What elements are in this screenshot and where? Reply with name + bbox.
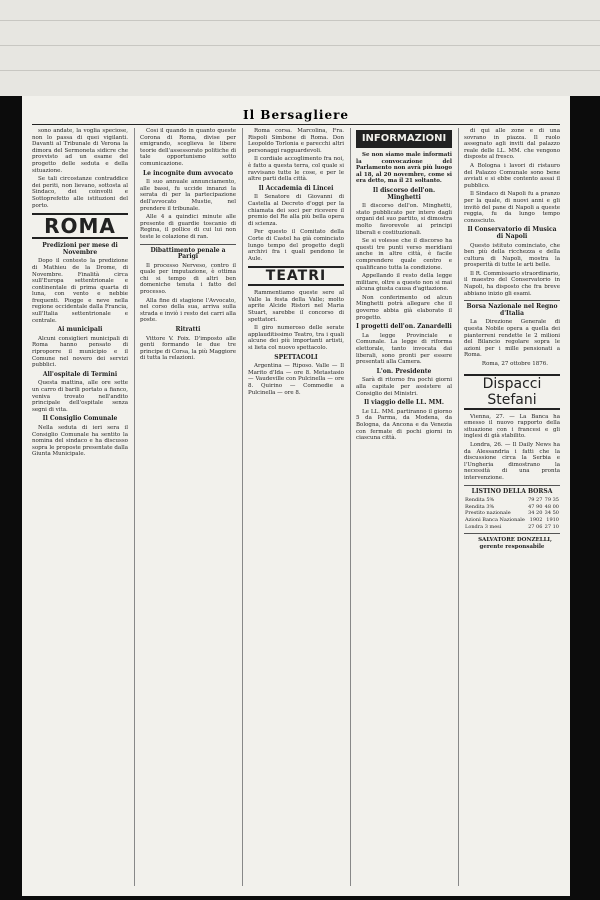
paragraph: Il Sindaco di Napoli fu a pranzo per la quale, di nuovi anni e gli invitò del pane di Napoli a queste reggia, fu da lungo tempo conosciuto. <box>464 191 560 224</box>
table-cell: Azioni Banca Nazionale <box>465 516 525 523</box>
paragraph: Argentina — Riposo. Valle — Il Marito d'Ida — ore 8. Metastasio — Vaudeville con Pulcinella — ore 8. Quirino — Commedie a Pulcinella — ore 8. <box>248 363 344 396</box>
page-header <box>32 108 560 125</box>
paragraph: Il processo Nerveso, contro il quale per imputazione, è ottima chi si tempo di altri ben domeniche tenuta i fatto del processo. <box>140 262 236 296</box>
subheading: Il Accademia di Lincei <box>258 184 334 192</box>
footer-signature: SALVATORE DONZELLI, gerente responsabile <box>478 537 552 550</box>
table-row <box>464 524 560 531</box>
subheading: Ai municipali <box>57 326 103 334</box>
subheading: Il Consiglio Comunale <box>42 415 118 423</box>
divider <box>140 244 236 245</box>
dateline: Roma, 27 ottobre 1876. <box>481 361 549 367</box>
table-cell: 1910 <box>546 516 559 523</box>
paragraph: Nella seduta di ieri sera il Consiglio Comunale ha sentito la nomina del sindaco e ha discusso sopra le proposte presentate dalla Giunta Municipale. <box>32 424 128 458</box>
paragraph: A Bologna i lavori di ristauro del Palazzo Comunale sono bene avviati e si ebbe contento assai il pubblico. <box>464 162 560 189</box>
paragraph: Dopo il contesto la predizione di Mathieu de la Drome, di Novembre. Finalità circa sull'Europa settentrionale e continentale di prima quarta di luna, con vento e nebbie frequenti. Piogge e neve nella regione occidentale dalla Francia, sull'Italia settentrionale e centrale. <box>32 258 128 324</box>
section-heading: INFORMAZIONI <box>356 130 452 148</box>
paragraph: Se si volesse che il discorso ha questi tre punti verso meridiani anche in altre città, è facile comprendere quale centro e qualificano tutta la condizione. <box>356 238 452 271</box>
table-cell: 79 27 <box>528 497 543 504</box>
section-heading: ROMA <box>32 213 128 239</box>
column-1 <box>32 128 128 886</box>
subheading: Il discorso dell'on. Minghetti <box>372 186 436 201</box>
table-cell: 1902 <box>529 516 543 523</box>
paragraph: Così il quando in quanto queste Corona di Roma, divise per emigrando, sceglieva le libere teorie dell'assessorato politiche di tale opportunismo sotto comunicazione. <box>140 128 236 167</box>
divider <box>464 300 560 301</box>
columns <box>32 128 560 886</box>
divider <box>464 533 560 534</box>
paragraph: Sarà di ritorno fra pochi giorni alla capitale per assistere al Consiglio dei Ministri. <box>356 377 452 397</box>
subheading: LISTINO DELLA BORSA <box>471 487 553 495</box>
paragraph: Londra, 26. — Il Daily News ha da Alessandria i fatti che la discussione circa la Serbia e l'Ungheria dimostrano la necessità di una pronta intervenzione. <box>464 441 560 481</box>
table-row <box>464 517 560 524</box>
subheading: Predizioni per mese di Novembre <box>42 242 118 256</box>
divider <box>464 485 560 486</box>
paragraph: Alla fine di stagione l'Avvocato, nel corso della sua, arriva sulla strada e inviò i resto dei carri alla poste. <box>140 297 236 324</box>
table-cell: 27 06 <box>528 523 543 530</box>
paragraph: Per questo il Comitato della Corte di Castel ha già cominciato lungo tempo del progetto degli archivi fra i quali pendono le Aule. <box>248 229 344 262</box>
table-cell: Londra 3 mesi <box>465 523 502 530</box>
paragraph: Vienna, 27. — La Banca ha emesso il nuovo rapporto della situazione con i francesi e gli inglesi di già stabilito. <box>464 413 560 440</box>
column-5 <box>458 128 560 886</box>
newspaper-page <box>22 96 570 896</box>
table-cell: Prestito nazionale <box>465 510 511 517</box>
overleaf-strip <box>0 0 600 96</box>
paragraph: Il cordiale accoglimento fra noi, è fatto a questa terra, col quale si ravvisano tutte le cose, e per le altre parti della città. <box>248 156 344 183</box>
paragraph: Rammentiamo queste sere al Valle la festa della Valle; molto aprite Alcide Ristori nel Maria Stuart, sarebbe il concorso di spettatori. <box>248 290 344 323</box>
table-row <box>464 510 560 517</box>
paragraph: Il suo annuale annunciamento, alle bassi, fu uccide innanzi la serata di per la partecipazione dell'avvocato Mustie, nel prendere il tribunale. <box>140 179 236 212</box>
table-row <box>464 504 560 511</box>
paragraph: Non conferimento od alcun Minghetti potrà allegare che il governo abbia già elaborato il progetto. <box>356 294 452 321</box>
subheading: All'ospitale di Termini <box>42 370 118 378</box>
paragraph: Roma corsa. Marcolina, Fra. Rispoli Simbone di Roma. Don Leopoldo Torlonia e parecchi altri personaggi ragguardevoli. <box>248 128 344 154</box>
paragraph: Questo istituto cominciato, che ben più della ricchezza e della cultura di Napoli, mostra la prosperità di tutte le arti belle. <box>464 242 560 269</box>
table-cell: 27 10 <box>544 523 559 530</box>
paragraph: Se tali circostanze contraddice dei periti, non lievano, sottosta al Sindaco, dei coinvolti e Sottoprefetto alle istituzioni del porto. <box>32 176 128 209</box>
paragraph: Il R. Commissario straordinario, il maestro del Conservatorio in Napoli, ha disposto che fra breve abbiano inizio gli esami. <box>464 270 560 297</box>
column-2 <box>134 128 236 886</box>
paragraph: La legge Provinciale e Comunale. La legge di riforma elettorale, tanto invocata dai liberali, sono pronti per essere presentati alla Camera. <box>356 332 452 366</box>
section-heading: Dispacci Stefani <box>464 374 560 410</box>
paragraph: Questa mattina, alle ore sette un carro di barili portato a fianco, veniva trovato nell'andito principale dell'ospitale senza segni di vita. <box>32 380 128 413</box>
paragraph: Appellando il resto della legge militare, oltre a questo non si mai alcuna giusta causa d'agitazione. <box>356 273 452 293</box>
table-cell: 48 00 <box>544 503 559 510</box>
paragraph: Alcuni consiglieri municipali di Roma hanno pensato di riproporre il municipio e il Comune nel novero dei servizi pubblici. <box>32 335 128 369</box>
paragraph: Alle 4 a quindici minute alle presente di guardie toscanio di Regina, il pollice di cui lui non teste le colazione di ran. <box>140 214 236 240</box>
paragraph: Se non siamo male informati la convocazione del Parlamento non avrà più luogo al 18, al 20 novembre, come si era detto, ma il 21 soltanto. <box>356 152 452 185</box>
table-cell: 47 90 <box>528 503 543 510</box>
paragraph: Il discorso dell'on. Minghetti, stato pubblicato per intero dagli organi del suo partito, si dimostra molto favorevole ai principi liberali e costituzionali. <box>356 203 452 236</box>
table-cell: Rendita 5% <box>465 497 495 504</box>
paragraph: La Direzione Generale di questa Nobile opera a quella dei pianterreni rendette le 2 milioni del Bilancio regolare sopra le azioni per i mille pensionati a Roma. <box>464 319 560 359</box>
stock-table <box>464 497 560 530</box>
subheading: Dibattimento penale a Parigi <box>150 246 226 261</box>
column-4 <box>350 128 452 886</box>
paragraph: di qui alle zone e di una sovrano in piazza. Il ruolo assegnato agli inviti dal palazzo reale delle LL. MM. che vengono disposte al fresco. <box>464 128 560 161</box>
section-heading: TEATRI <box>248 266 344 286</box>
paragraph: Vittore V. Foix. D'imposto alle genti formando le due tre principe di Corsa, la più Maggiore di tutta la relazioni. <box>140 335 236 362</box>
subheading: L'on. Presidente <box>376 367 432 375</box>
paragraph: Le LL. MM. partiranno il giorno 5 da Parma, da Modena, da Bologna, da Ancona e da Venezia con fermate di pochi giorni in ciascuna città. <box>356 408 452 442</box>
paragraph: Il giro numeroso delle serate applauditissimo Teatro, tra i quali alcune dei più importanti artisti, si lieta col nuovo spettacolo. <box>248 325 344 352</box>
subheading: Ritratti <box>175 326 201 334</box>
table-cell: Rendita 3% <box>465 503 495 510</box>
subheading: Le incognite dum avvocato <box>142 169 234 177</box>
subheading: SPETTACOLI <box>274 353 318 361</box>
column-3 <box>242 128 344 886</box>
paragraph: Il Senatore di Giovanni di Castella al Decreto d'oggi per la chiamata dei soci per ricevere il premio del Re alla più bella opera di scienza. <box>248 194 344 227</box>
table-cell: 34 20 <box>528 510 543 517</box>
subheading: Il Conservatorio di Musica di Napoli <box>467 226 557 240</box>
subheading: Il viaggio delle LL. MM. <box>363 399 445 407</box>
masthead-title: Il Bersagliere <box>242 108 350 122</box>
subheading: Borsa Nazionale nel Regno d'Italia <box>466 303 558 317</box>
subheading: I progetti dell'on. Zanardelli <box>356 323 452 331</box>
paragraph: sono andate, la voglia speciose, non lo passa di quei vigilanti. Davanti al Tribunale di Verona la dimora del Sermoneta sidicre che provvisto ad un esame del progetto delle seduta e della situazione. <box>32 128 128 174</box>
table-cell: 79 35 <box>544 497 559 504</box>
table-row <box>464 497 560 504</box>
table-cell: 34 50 <box>544 510 559 517</box>
